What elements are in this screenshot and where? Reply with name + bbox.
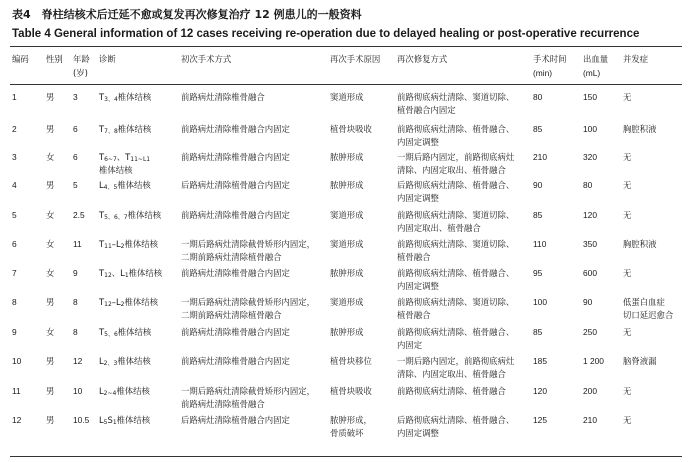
cell-diagnosis [99,385,150,398]
diag-letter: T [99,297,105,307]
cell-repair: 前路彻底病灶清除、植骨融合、 [397,327,515,337]
cell-sex: 女 [46,239,55,249]
diag-text: –L [111,297,121,307]
cell-first-surgery: 前路病灶清除植骨融合 [181,399,265,409]
diag-letter: T [99,268,105,278]
cell-id: 2 [12,124,17,134]
diag-text: 椎体结核 [117,327,152,337]
header-sex: 性别 [46,54,63,64]
diag-letter: L [99,356,104,366]
cell-id: 8 [12,297,17,307]
cell-age: 3 [73,92,78,102]
cell-repair: 内固定取出、植骨融合 [397,223,481,233]
cell-repair: 前路彻底病灶清除、窦道切除、 [397,297,515,307]
cell-reason: 脓肿形成， [330,415,372,425]
diag-text: 椎体结核 [124,297,158,307]
diag-subscript: 2~4 [103,390,117,397]
cell-id: 5 [12,210,17,220]
diag-subscript: 1 [124,272,129,279]
cell-reason: 脓肿形成 [330,327,364,337]
diag-letter: L [99,415,104,425]
cell-reason: 骨质破坏 [330,428,364,438]
cell-sex: 女 [46,210,55,220]
cell-blood: 350 [583,239,597,249]
diag-subscript: 11~L1 [130,156,151,163]
cell-reason: 脓肿形成 [330,152,364,162]
header-blood: 出血量 [583,54,609,64]
diag-subscript: 6~7 [104,156,117,163]
cell-complication: 脑脊液漏 [623,356,657,366]
diag-letter: T [99,210,105,220]
cell-blood: 120 [583,210,597,220]
cell-reason: 窦道形成 [330,210,364,220]
diag-subscript: 5、6、7 [104,214,128,221]
top-rule [10,46,682,47]
diag-subscript: 7、8 [104,128,118,135]
diag-subscript: 1 [112,419,117,426]
cell-age: 8 [73,297,78,307]
diag-letter: T [99,327,105,337]
cell-time: 85 [533,124,543,134]
cell-repair: 后路彻底病灶清除、植骨融合、 [397,180,515,190]
cell-id: 1 [12,92,17,102]
bottom-rule [10,456,682,457]
cell-age: 8 [73,327,78,337]
cell-id: 4 [12,180,17,190]
cell-blood: 150 [583,92,597,102]
cell-blood: 1 200 [583,356,604,366]
cell-first-surgery: 二期前路病灶清除植骨融合 [181,310,282,320]
cell-repair: 内固定调整 [397,281,439,291]
cell-age: 12 [73,356,83,366]
cell-diagnosis [99,151,150,164]
cell-sex: 男 [46,415,55,425]
header-blood-unit: (mL) [583,68,601,78]
diag-text: 椎体结核 [117,124,152,134]
cell-time: 100 [533,297,547,307]
header-diagnosis: 诊断 [99,54,116,64]
diag-text: 椎体结核 [117,92,152,102]
diag-text: 椎体结核 [116,386,150,396]
diag-letter: T [99,92,105,102]
header-time-unit: (min) [533,68,553,78]
cell-complication: 胸腔积液 [623,239,657,249]
diag-letter: L [99,386,104,396]
diag-text: 椎体结核 [116,415,151,425]
cell-blood: 600 [583,268,597,278]
cell-first-surgery: 一期后路病灶清除截骨矫形内固定， [181,239,315,249]
cell-complication: 无 [623,92,632,102]
header-age: 年龄 [73,54,90,64]
diag-text: 椎体结核 [128,268,163,278]
cell-diagnosis [99,238,158,251]
cell-complication: 无 [623,180,632,190]
cell-complication: 低蛋白血症 [623,297,665,307]
cell-blood: 90 [583,297,593,307]
cell-diagnosis [99,179,151,192]
cell-complication: 无 [623,268,632,278]
cell-repair: 后路彻底病灶清除、植骨融合、 [397,415,515,425]
cell-reason: 窦道形成 [330,297,364,307]
cell-reason: 植骨块移位 [330,356,372,366]
cell-complication: 无 [623,152,632,162]
cell-time: 125 [533,415,547,425]
cell-first-surgery: 后路病灶清除植骨融合内固定 [181,415,290,425]
diag-text: –L [111,239,121,249]
cell-repair: 前路彻底病灶清除、植骨融合 [397,386,506,396]
cell-first-surgery: 前路病灶清除椎骨融合内固定 [181,210,290,220]
cell-blood: 80 [583,180,593,190]
cell-complication: 切口延迟愈合 [623,310,674,320]
cell-first-surgery: 前路病灶清除椎骨融合内固定 [181,356,290,366]
cell-sex: 女 [46,327,55,337]
cell-diagnosis [99,414,150,427]
cell-first-surgery: 前路病灶清除椎骨融合内固定 [181,124,290,134]
cell-diagnosis-line2: 椎体结核 [99,165,133,175]
cell-first-surgery: 后路病灶清除植骨融合内固定 [181,180,290,190]
cell-time: 80 [533,92,543,102]
header-repair: 再次修复方式 [397,54,448,64]
diag-letter: L [99,180,104,190]
cell-blood: 210 [583,415,597,425]
cell-diagnosis [99,91,151,104]
diag-subscript: 2 [120,243,125,250]
cell-repair: 前路彻底病灶清除、窦道切除、 [397,92,515,102]
cell-repair: 内固定 [397,340,423,350]
cell-reason: 窦道形成 [330,239,364,249]
cell-age: 11 [73,239,82,249]
cell-repair: 植骨融合 [397,310,431,320]
cell-repair: 前路彻底病灶清除、植骨融合、 [397,124,515,134]
cell-blood: 250 [583,327,597,337]
cell-reason: 脓肿形成 [330,268,364,278]
cell-complication: 无 [623,415,632,425]
cell-reason: 植骨块吸收 [330,386,372,396]
cell-time: 85 [533,210,543,220]
cell-repair: 一期后路内固定，前路彻底病灶 [397,356,515,366]
diag-subscript: 12 [104,301,112,308]
table-title-en: Table 4 General information of 12 cases receiving re-operation due to delayed healing or post-operative recurrence [12,28,640,40]
cell-age: 6 [73,124,78,134]
cell-first-surgery: 前路病灶清除椎骨融合 [181,92,265,102]
diag-subscript: 12 [104,272,112,279]
diag-subscript: 4、5 [103,184,118,191]
cell-diagnosis [99,355,151,368]
cell-repair: 前路彻底病灶清除、窦道切除、 [397,210,515,220]
cell-sex: 男 [46,124,55,134]
cell-first-surgery: 一期后路病灶清除截骨矫形内固定， [181,297,315,307]
cell-repair: 前路彻底病灶清除、植骨融合、 [397,268,515,278]
header-time: 手术时间 [533,54,567,64]
cell-age: 5 [73,180,78,190]
cell-sex: 男 [46,356,55,366]
cell-time: 90 [533,180,543,190]
cell-blood: 320 [583,152,597,162]
header-rule [10,84,682,85]
cell-first-surgery: 前路病灶清除椎骨融合内固定 [181,152,290,162]
cell-diagnosis [99,267,162,280]
cell-first-surgery: 前路病灶清除椎骨融合内固定 [181,268,290,278]
cell-diagnosis [99,296,158,309]
cell-age: 10.5 [73,415,90,425]
cell-sex: 女 [46,268,55,278]
cell-age: 6 [73,152,78,162]
diag-subscript: 3、4 [104,96,118,103]
cell-id: 3 [12,152,17,162]
cell-complication: 无 [623,327,632,337]
diag-text: 、L [111,268,125,278]
header-reason: 再次手术原因 [330,54,381,64]
cell-repair: 内固定调整 [397,137,439,147]
header-age-unit: (岁) [73,68,88,78]
diag-text: 椎体结核 [124,239,158,249]
cell-time: 210 [533,152,547,162]
diag-text: 椎体结核 [117,180,151,190]
cell-repair: 内固定调整 [397,428,439,438]
cell-diagnosis [99,326,151,339]
cell-id: 12 [12,415,22,425]
diag-letter: T [99,239,105,249]
cell-sex: 男 [46,297,55,307]
cell-id: 9 [12,327,17,337]
cell-repair: 植骨融合 [397,252,431,262]
cell-time: 120 [533,386,547,396]
cell-time: 110 [533,239,547,249]
cell-repair: 前路彻底病灶清除、窦道切除、 [397,239,515,249]
diag-subscript: 2 [120,301,125,308]
cell-complication: 无 [623,210,632,220]
cell-first-surgery: 前路病灶清除椎骨融合内固定 [181,327,290,337]
diag-subscript: 5、6 [104,331,118,338]
cell-sex: 女 [46,152,55,162]
cell-repair: 内固定调整 [397,193,439,203]
cell-repair: 一期后路内固定，前路彻底病灶 [397,152,515,162]
diag-text: 、T [116,152,131,162]
cell-complication: 无 [623,386,632,396]
cell-age: 10 [73,386,83,396]
cell-id: 7 [12,268,17,278]
cell-diagnosis [99,123,151,136]
cell-sex: 男 [46,386,55,396]
cell-sex: 男 [46,180,55,190]
cell-reason: 窦道形成 [330,92,364,102]
cell-reason: 脓肿形成 [330,180,364,190]
cell-age: 2.5 [73,210,85,220]
cell-blood: 200 [583,386,597,396]
cell-repair: 植骨融合内固定 [397,105,456,115]
cell-complication: 胸腔积液 [623,124,657,134]
cell-repair: 清除、内固定取出、植骨融合 [397,369,506,379]
cell-id: 11 [12,386,21,396]
table-title-cn: 表4 脊柱结核术后迁延不愈或复发再次修复治疗 12 例患儿的一般资料 [12,8,362,21]
diag-letter: T [99,124,105,134]
cell-blood: 100 [583,124,597,134]
header-first-surgery: 初次手术方式 [181,54,232,64]
cell-sex: 男 [46,92,55,102]
diag-letter: T [99,152,105,162]
diag-text: 椎体结核 [127,210,162,220]
cell-id: 6 [12,239,17,249]
cell-time: 85 [533,327,543,337]
header-complication: 并发症 [623,54,649,64]
cell-first-surgery: 一期后路病灶清除截骨矫形内固定， [181,386,315,396]
cell-first-surgery: 二期前路病灶清除植骨融合 [181,252,282,262]
cell-reason: 植骨块吸收 [330,124,372,134]
header-id: 编码 [12,54,29,64]
cell-time: 95 [533,268,543,278]
diag-subscript: 2、3 [103,360,118,367]
cell-repair: 清除、内固定取出、植骨融合 [397,165,506,175]
cell-age: 9 [73,268,78,278]
diag-text: S [107,415,113,425]
cell-time: 185 [533,356,547,366]
cell-diagnosis [99,209,161,222]
diag-subscript: 11 [104,243,112,250]
diag-subscript: 5 [103,419,108,426]
diag-text: 椎体结核 [117,356,151,366]
cell-id: 10 [12,356,22,366]
